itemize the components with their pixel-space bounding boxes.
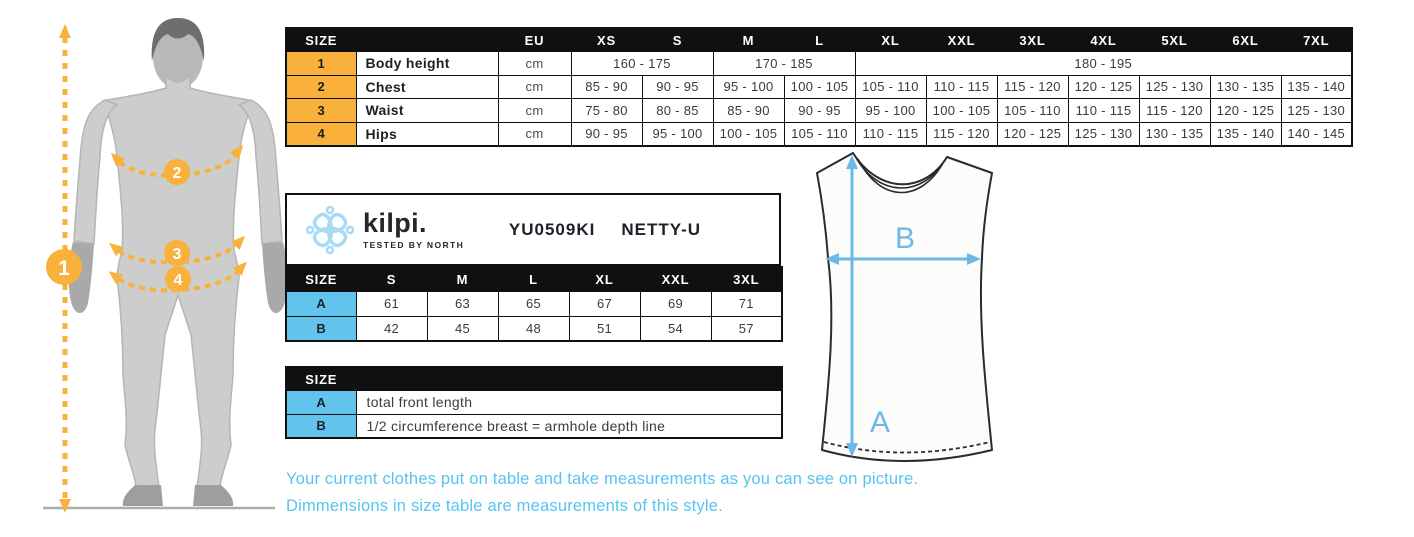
value-cell: 115 - 120 (1139, 99, 1210, 123)
brand-name: kilpi. (363, 207, 427, 238)
value-cell: 115 - 120 (997, 75, 1068, 99)
header-cell: L (498, 267, 569, 292)
body-measurement-figure (25, 5, 285, 530)
header-cell: XXL (640, 267, 711, 292)
value-cell: 100 - 105 (784, 75, 855, 99)
row-label-cell: Body height (356, 52, 498, 76)
header-cell: SIZE (286, 367, 356, 391)
row-label-cell: Chest (356, 75, 498, 99)
value-cell: 120 - 125 (1210, 99, 1281, 123)
table-row (286, 52, 1352, 76)
row-key-cell: A (286, 292, 356, 317)
header-cell: 5XL (1139, 28, 1210, 52)
row-key-cell: B (286, 414, 356, 438)
value-cell: 63 (427, 292, 498, 317)
badge-3-label: 3 (172, 246, 182, 263)
badge-4-label: 4 (173, 272, 183, 289)
value-cell: 130 - 135 (1139, 122, 1210, 146)
note-line-1: Your current clothes put on table and take measurements as you can see on picture. (286, 470, 919, 488)
header-cell: S (642, 28, 713, 52)
value-cell: 85 - 90 (571, 75, 642, 99)
value-cell: 90 - 95 (571, 122, 642, 146)
value-cell: 170 - 185 (713, 52, 855, 76)
value-cell: 135 - 140 (1210, 122, 1281, 146)
value-cell: 71 (711, 292, 782, 317)
value-cell: 135 - 140 (1281, 75, 1352, 99)
value-cell: 120 - 125 (997, 122, 1068, 146)
value-cell: 100 - 105 (926, 99, 997, 123)
value-cell: 105 - 110 (855, 75, 926, 99)
header-cell: SIZE (286, 267, 356, 292)
note-line-2: Dimmensions in size table are measurements of this style. (286, 497, 723, 515)
value-cell: 67 (569, 292, 640, 317)
value-cell: 85 - 90 (713, 99, 784, 123)
row-label-cell: Hips (356, 122, 498, 146)
shirt-outline (817, 153, 992, 461)
kilpi-logo (305, 205, 464, 255)
table-row (286, 292, 782, 317)
value-cell: 115 - 120 (926, 122, 997, 146)
badge-1-label: 1 (58, 257, 70, 280)
product-header-box (285, 193, 781, 266)
header-cell: M (713, 28, 784, 52)
product-code-id: YU0509KI (508, 219, 596, 239)
value-cell: 69 (640, 292, 711, 317)
length-arrow-label: A (869, 406, 891, 439)
unit-cell: cm (498, 99, 571, 123)
header-cell: XS (571, 28, 642, 52)
value-cell: 90 - 95 (784, 99, 855, 123)
value-cell: 95 - 100 (642, 122, 713, 146)
row-key-cell: A (286, 391, 356, 415)
header-cell: EU (498, 28, 571, 52)
width-arrow-label: B (894, 222, 916, 255)
header-cell: S (356, 267, 427, 292)
value-cell: 95 - 100 (713, 75, 784, 99)
garment-diagram (800, 140, 1035, 470)
value-cell: 125 - 130 (1068, 122, 1139, 146)
logo-text-block (363, 207, 465, 250)
row-label-cell: Waist (356, 99, 498, 123)
header-cell: SIZE (286, 28, 356, 52)
garment-size-table (285, 266, 783, 342)
row-number-cell: 4 (286, 122, 356, 146)
value-cell: 90 - 95 (642, 75, 713, 99)
header-row (286, 28, 1352, 52)
table-row (286, 75, 1352, 99)
header-cell: 4XL (1068, 28, 1139, 52)
value-cell: 65 (498, 292, 569, 317)
value-cell: 45 (427, 316, 498, 341)
value-cell: 42 (356, 316, 427, 341)
header-cell: 3XL (997, 28, 1068, 52)
table-row (286, 414, 782, 438)
value-cell: 105 - 110 (997, 99, 1068, 123)
unit-cell: cm (498, 122, 571, 146)
value-cell: 110 - 115 (855, 122, 926, 146)
value-cell: 75 - 80 (571, 99, 642, 123)
value-cell: 54 (640, 316, 711, 341)
row-number-cell: 1 (286, 52, 356, 76)
header-row (286, 267, 782, 292)
value-cell: 130 - 135 (1210, 75, 1281, 99)
measurement-legend-table (285, 366, 783, 439)
row-number-cell: 3 (286, 99, 356, 123)
value-cell: 48 (498, 316, 569, 341)
foot (123, 485, 163, 506)
header-cell: 3XL (711, 267, 782, 292)
product-code (455, 195, 755, 264)
header-cell: 6XL (1210, 28, 1281, 52)
header-cell: XL (569, 267, 640, 292)
value-cell: 125 - 130 (1139, 75, 1210, 99)
value-cell: 80 - 85 (642, 99, 713, 123)
value-cell: 140 - 145 (1281, 122, 1352, 146)
value-cell: 61 (356, 292, 427, 317)
header-row (286, 367, 782, 391)
table-row (286, 99, 1352, 123)
body-size-table (285, 27, 1353, 147)
description-cell: total front length (356, 391, 782, 415)
header-cell: L (784, 28, 855, 52)
header-cell (356, 28, 498, 52)
value-cell: 160 - 175 (571, 52, 713, 76)
value-cell: 180 - 195 (855, 52, 1352, 76)
measurement-notes (286, 466, 918, 520)
value-cell: 125 - 130 (1281, 99, 1352, 123)
header-cell: 7XL (1281, 28, 1352, 52)
header-cell: XXL (926, 28, 997, 52)
brand-tagline: TESTED BY NORTH (363, 239, 465, 250)
table-row (286, 316, 782, 341)
row-number-cell: 2 (286, 75, 356, 99)
unit-cell: cm (498, 75, 571, 99)
header-cell: XL (855, 28, 926, 52)
value-cell: 95 - 100 (855, 99, 926, 123)
kilpi-knot-icon (305, 205, 355, 255)
value-cell: 105 - 110 (784, 122, 855, 146)
value-cell: 51 (569, 316, 640, 341)
product-code-name: NETTY-U (621, 219, 702, 239)
unit-cell: cm (498, 52, 571, 76)
value-cell: 100 - 105 (713, 122, 784, 146)
value-cell: 110 - 115 (926, 75, 997, 99)
value-cell: 120 - 125 (1068, 75, 1139, 99)
header-cell (356, 367, 782, 391)
table-row (286, 391, 782, 415)
description-cell: 1/2 circumference breast = armhole depth line (356, 414, 782, 438)
value-cell: 57 (711, 316, 782, 341)
badge-2-label: 2 (172, 165, 182, 182)
header-cell: M (427, 267, 498, 292)
row-key-cell: B (286, 316, 356, 341)
value-cell: 110 - 115 (1068, 99, 1139, 123)
